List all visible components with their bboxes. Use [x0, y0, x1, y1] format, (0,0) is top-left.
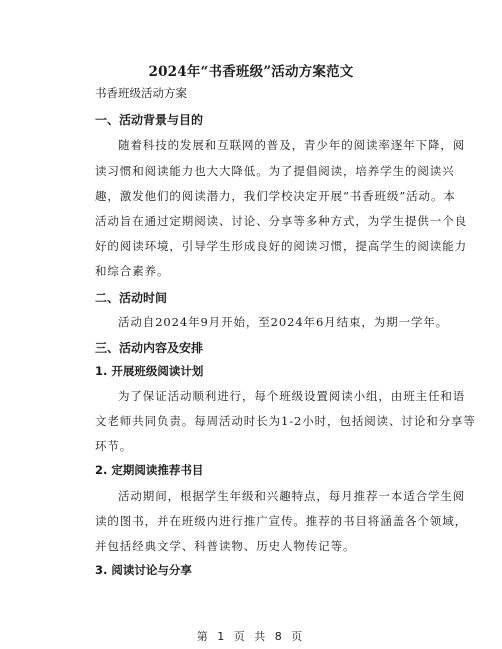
document-subtitle: 书香班级活动方案	[95, 86, 187, 100]
section-1-line: 趣，激发他们的阅读潜力，我们学校决定开展“书香班级”活动。本	[95, 189, 456, 203]
section-3-heading: 三、活动内容及安排	[95, 341, 204, 355]
section-1-line: 和综合素养。	[95, 264, 170, 278]
subsection-2-line: 并包括经典文学、科普读物、历史人物传记等。	[95, 539, 356, 553]
subsection-3-heading: 3. 阅读讨论与分享	[95, 563, 192, 577]
subsection-1-heading: 1. 开展班级阅读计划	[95, 364, 204, 378]
section-2-line: 活动自2024年9月开始，至2024年6月结束，为期一学年。	[118, 315, 449, 329]
subsection-1-line: 文老师共同负责。每周活动时长为1-2小时，包括阅读、讨论和分享等	[95, 414, 476, 428]
section-1-line: 随着科技的发展和互联网的普及，青少年的阅读率逐年下降，阅	[118, 138, 466, 152]
subsection-1-line: 环节。	[95, 439, 133, 453]
page-footer: 第 1 页 共 8 页	[196, 630, 306, 643]
section-1-line: 活动旨在通过定期阅读、讨论、分享等多种方式，为学生提供一个良	[95, 214, 467, 228]
subsection-2-line: 活动期间，根据学生年级和兴趣特点，每月推荐一本适合学生阅	[118, 489, 466, 503]
section-1-heading: 一、活动背景与目的	[95, 113, 204, 127]
section-2-heading: 二、活动时间	[95, 291, 168, 305]
section-1-line: 好的阅读环境，引导学生形成良好的阅读习惯，提高学生的阅读能力	[95, 239, 467, 253]
subsection-2-line: 读的图书，并在班级内进行推广宣传。推荐的书目将涵盖各个领域，	[95, 514, 467, 528]
section-1-line: 读习惯和阅读能力也大大降低。为了提倡阅读，培养学生的阅读兴	[95, 164, 455, 178]
document-title: 2024年“书香班级”活动方案范文	[148, 64, 354, 80]
subsection-1-line: 为了保证活动顺利进行，每个班级设置阅读小组，由班主任和语	[118, 389, 466, 403]
subsection-2-heading: 2. 定期阅读推荐书目	[95, 463, 204, 477]
